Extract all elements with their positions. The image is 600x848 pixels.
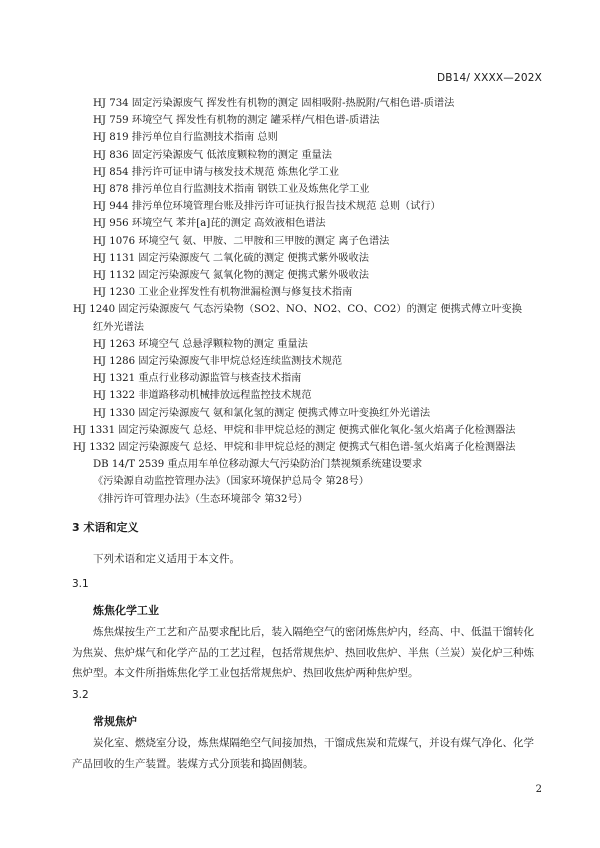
reference-item: HJ 819 排污单位自行监测技术指南 总则 — [93, 132, 278, 144]
reference-item: HJ 1076 环境空气 氨、甲胺、二甲胺和三甲胺的测定 离子色谱法 — [93, 235, 390, 247]
reference-item: HJ 836 固定污染源废气 低浓度颗粒物的测定 重量法 — [93, 149, 332, 161]
reference-item: HJ 759 环境空气 挥发性有机物的测定 罐采样/气相色谱-质谱法 — [93, 115, 380, 127]
reference-item: 《排污许可管理办法》（生态环境部令 第32号） — [93, 493, 308, 505]
section-heading: 3 术语和定义 — [72, 521, 139, 534]
normative-references-list — [0, 95, 600, 508]
clause-number: 3.2 — [72, 689, 89, 701]
reference-item: HJ 1230 工业企业挥发性有机物泄漏检测与修复技术指南 — [93, 287, 353, 299]
reference-item: HJ 1322 非道路移动机械排放远程监控技术规范 — [93, 390, 312, 402]
page-number: 2 — [535, 784, 542, 795]
section-intro: 下列术语和定义适用于本文件。 — [93, 553, 240, 565]
reference-text: HJ 1240 固定污染源废气 气态污染物（SO2、NO、NO2、CO、CO2）的测定 便携式傅立叶变换红外光谱法 — [73, 304, 522, 333]
term-definition: 炼焦煤按生产工艺和产品要求配比后，装入隔绝空气的密闭炼焦炉内，经高、中、低温干馏转化为焦炭、焦炉煤气和化学产品的工艺过程，包括常规焦炉、热回收焦炉、半焦（兰炭）炭化炉三种炼焦炉型。本文件所指炼焦化学工业包括常规焦炉、热回收焦炉两种焦炉型。 — [72, 626, 534, 679]
reference-item: HJ 1132 固定污染源废气 氮氧化物的测定 便携式紫外吸收法 — [93, 270, 369, 282]
term-name: 炼焦化学工业 — [93, 604, 159, 617]
reference-item: HJ 1131 固定污染源废气 二氧化硫的测定 便携式紫外吸收法 — [93, 252, 369, 264]
reference-text: HJ 1332 固定污染源废气 总烃、甲烷和非甲烷总烃的测定 便携式气相色谱-氢火焰离子化检测器法 — [73, 442, 516, 454]
reference-item — [0, 422, 600, 439]
reference-item: HJ 734 固定污染源废气 挥发性有机物的测定 固相吸附-热脱附/气相色谱-质谱法 — [93, 98, 455, 109]
document-code: DB14/ XXXX—202X — [436, 72, 542, 84]
reference-item: 《污染源自动监控管理办法》（国家环境保护总局令 第28号） — [93, 476, 369, 488]
reference-item: DB 14/T 2539 重点用车单位移动源大气污染防治门禁视频系统建设要求 — [93, 459, 423, 471]
reference-item — [0, 301, 600, 335]
reference-item: HJ 1263 环境空气 总悬浮颗粒物的测定 重量法 — [93, 338, 308, 350]
reference-item: HJ 1321 重点行业移动源监管与核查技术指南 — [93, 373, 302, 385]
reference-item: HJ 1286 固定污染源废气非甲烷总烃连续监测技术规范 — [93, 356, 343, 368]
reference-item: HJ 1330 固定污染源废气 氨和氯化氢的测定 便携式傅立叶变换红外光谱法 — [93, 407, 431, 419]
term-definition: 炭化室、燃烧室分设，炼焦煤隔绝空气间接加热，干馏成焦炭和荒煤气，并设有煤气净化、化学产品回收的生产装置。装煤方式分顶装和捣固侧装。 — [72, 737, 534, 770]
reference-item: HJ 854 排污许可证申请与核发技术规范 炼焦化学工业 — [93, 166, 339, 178]
reference-item — [0, 439, 600, 456]
reference-text: HJ 1331 固定污染源废气 总烃、甲烷和非甲烷总烃的测定 便携式催化氧化-氢火焰离子化检测器法 — [73, 424, 516, 436]
clause-number: 3.1 — [72, 578, 89, 590]
reference-item: HJ 956 环境空气 苯并[a]芘的测定 高效液相色谱法 — [93, 218, 326, 230]
term-name: 常规焦炉 — [93, 715, 137, 728]
reference-item: HJ 878 排污单位自行监测技术指南 钢铁工业及炼焦化学工业 — [93, 184, 370, 196]
reference-item: HJ 944 排污单位环境管理台账及排污许可证执行报告技术规范 总则（试行） — [93, 201, 441, 213]
